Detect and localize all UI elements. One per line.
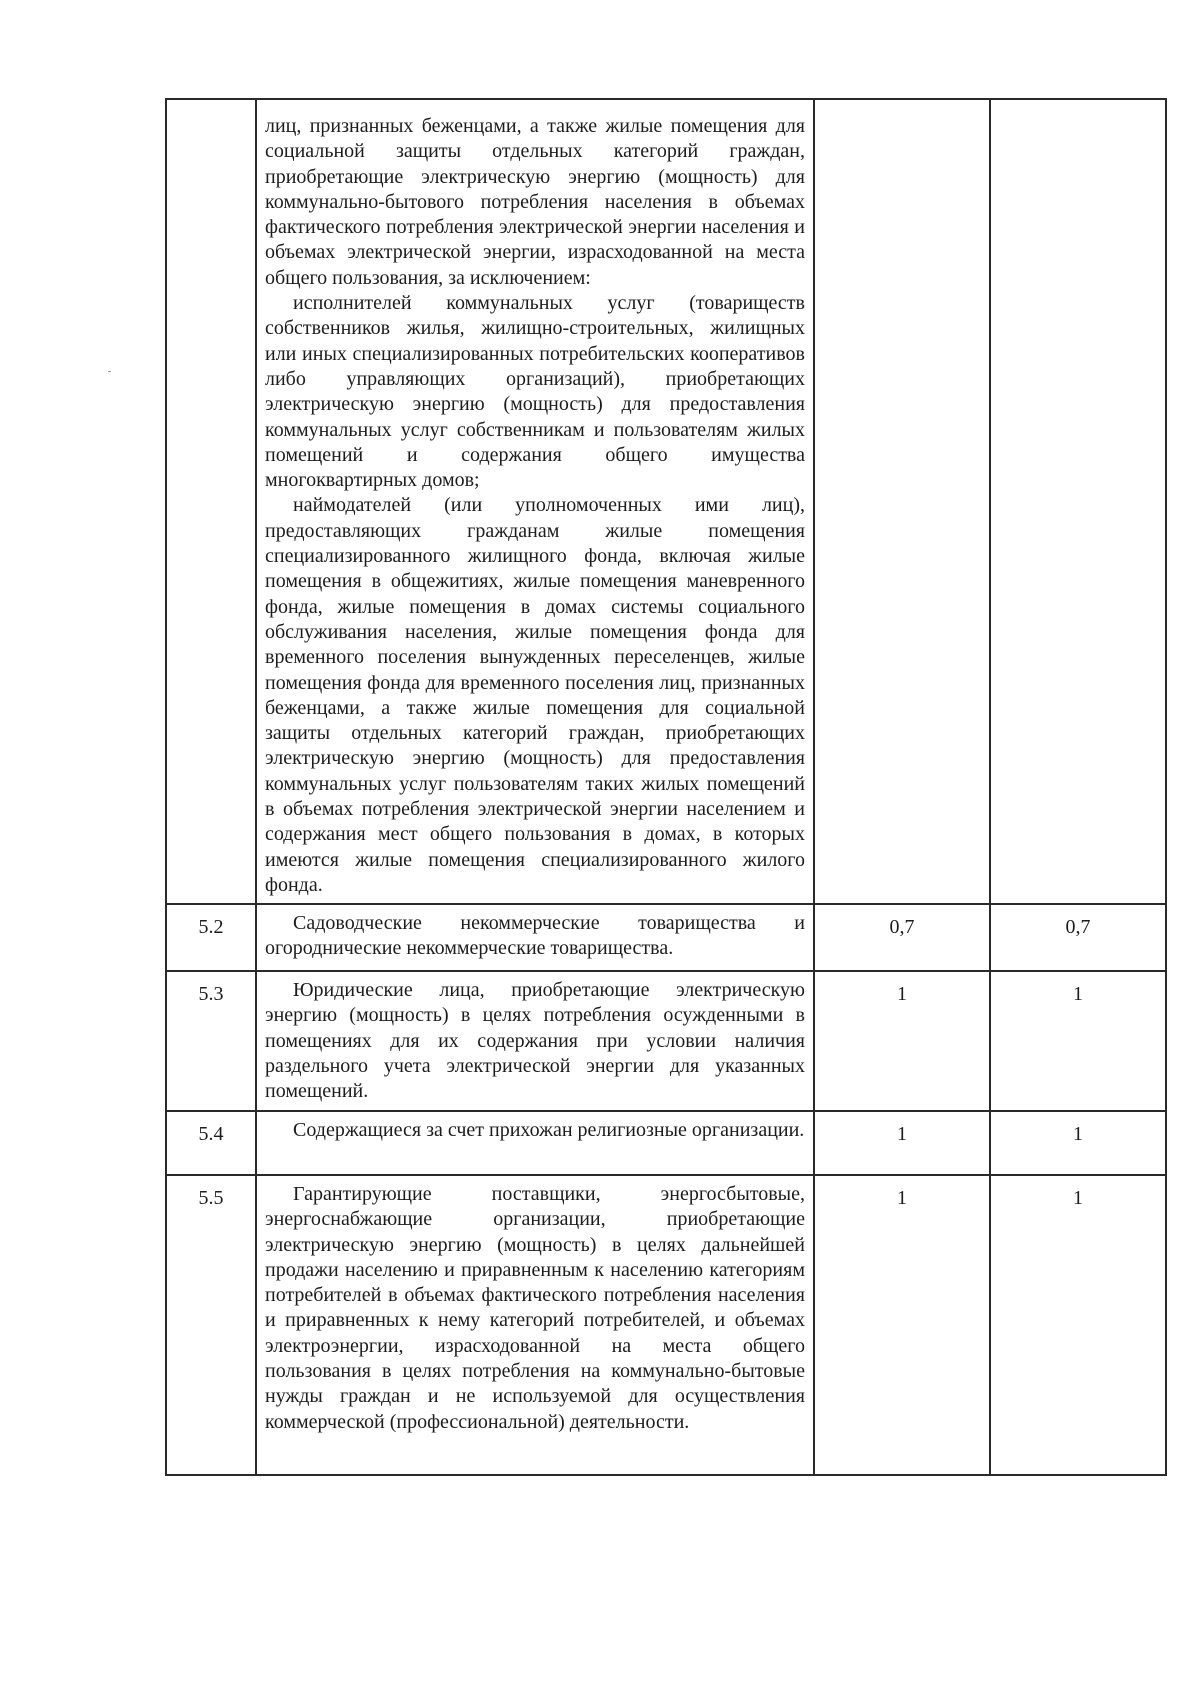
coefficient-1: 0,7: [814, 904, 990, 971]
paragraph: Юридические лица, приобретающие электрическую энергию (мощность) в целях потребления осужденными в помещениях для их содержания при условии наличия раздельного учета электрической энергии для указанных помещений.: [265, 979, 805, 1103]
table-row: [166, 1175, 1166, 1475]
row-number: 5.2: [166, 904, 256, 971]
paragraph: Гарантирующие поставщики, энергосбытовые, энергоснабжающие организации, приобретающие электрическую энергию (мощность) в целях дальнейшей продажи населению и приравненным к населению категориям потребителей в объемах фактического потребления населения и приравненных к нему категорий потребителей, и объемах электроэнергии, израсходованной на места общего пользования в целях потребления на коммунально-бытовые нужды граждан и не используемой для осуществления коммерческой (профессиональной) деятельности.: [265, 1183, 805, 1433]
table-row: [166, 904, 1166, 971]
coefficient-2: 1: [990, 971, 1166, 1111]
tariff-table: [165, 98, 1167, 1476]
row-number: 5.3: [166, 971, 256, 1111]
row-description: [256, 1111, 814, 1175]
row-description: [256, 1175, 814, 1475]
paragraph: исполнителей коммунальных услуг (товариществ собственников жилья, жилищно-строительных, жилищных или иных специализированных потребительских кооперативов либо управляющих организаций), приобретающих электрическую энергию (мощность) для предоставления коммунальных услуг собственникам и пользователям жилых помещений и содержания общего имущества многоквартирных домов;: [265, 292, 805, 492]
row-description: [256, 99, 814, 904]
coefficient-2: 1: [990, 1111, 1166, 1175]
table-row: [166, 1111, 1166, 1175]
paragraph: наймодателей (или уполномоченных ими лиц), предоставляющих гражданам жилые помещения специализированного жилищного фонда, включая жилые помещения в общежитиях, жилые помещения маневренного фонда, жилые помещения в домах системы социального обслуживания населения, жилые помещения фонда для временного поселения вынужденных переселенцев, жилые помещения фонда для временного поселения лиц, признанных беженцами, а также жилые помещения для социальной защиты отдельных категорий граждан, приобретающих электрическую энергию (мощность) для предоставления коммунальных услуг пользователям таких жилых помещений в объемах потребления электрической энергии населением и содержания мест общего пользования в домах, в которых имеются жилые помещения специализированного жилого фонда.: [265, 494, 805, 896]
coefficient-1: 1: [814, 971, 990, 1111]
coefficient-2: 1: [990, 1175, 1166, 1475]
paragraph: лиц, признанных беженцами, а также жилые помещения для социальной защиты отдельных категорий граждан, приобретающие электрическую энергию (мощность) для коммунально-бытового потребления населения в объемах фактического потребления электрической энергии населения и объемах электрической энергии, израсходованной на места общего пользования, за исключением:: [265, 115, 805, 289]
row-number: 5.4: [166, 1111, 256, 1175]
row-description: [256, 971, 814, 1111]
row-number: 5.5: [166, 1175, 256, 1475]
paragraph: Садоводческие некоммерческие товарищества и огороднические некоммерческие товарищества.: [265, 912, 805, 960]
paragraph: Содержащиеся за счет прихожан религиозные организации.: [293, 1119, 805, 1141]
scan-speck: [108, 371, 111, 372]
row-description: [256, 904, 814, 971]
coefficient-1: 1: [814, 1111, 990, 1175]
row-number: [166, 99, 256, 904]
coefficient-2: 0,7: [990, 904, 1166, 971]
table-row: [166, 99, 1166, 904]
coefficient-2: [990, 99, 1166, 904]
coefficient-1: 1: [814, 1175, 990, 1475]
coefficient-1: [814, 99, 990, 904]
table-row: [166, 971, 1166, 1111]
